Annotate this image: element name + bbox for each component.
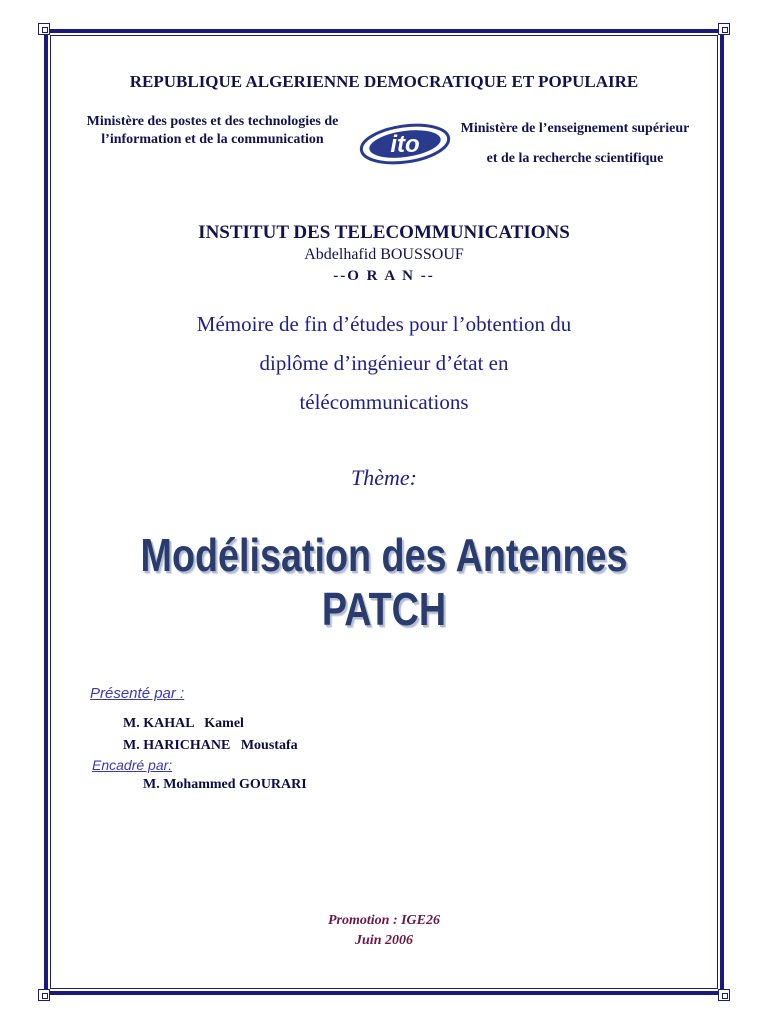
student-name-2: M. HARICHANE Moustafa — [123, 738, 298, 753]
thesis-title-line-2: PATCH — [321, 583, 447, 635]
institute-name: INSTITUT DES TELECOMMUNICATIONS — [198, 222, 570, 243]
supervisor-name: M. Mohammed GOURARI — [143, 777, 307, 792]
supervised-by-label: Encadré par: — [92, 757, 173, 773]
republic-heading: REPUBLIQUE ALGERIENNE DEMOCRATIQUE ET POPULAIRE — [129, 72, 639, 91]
memoire-line-3: télécommunications — [299, 390, 469, 414]
corner-ornament-bottom-right — [718, 989, 730, 1001]
promotion: Promotion : IGE26 — [327, 913, 440, 928]
ministry-left: Ministère des postes et des technologies de l’information et de la communication — [86, 114, 339, 147]
institute-founder: Abdelhafid BOUSSOUF — [304, 246, 464, 263]
memoire-line-2: diplôme d’ingénieur d’état en — [259, 351, 509, 375]
page-border-inner — [50, 35, 718, 989]
logo-text: ito — [390, 131, 420, 158]
theme-label: Thème: — [351, 465, 417, 490]
ministry-right: Ministère de l’enseignement supérieur et de la recherche scientifique — [460, 121, 690, 166]
student-name-1: M. KAHAL Kamel — [123, 716, 244, 731]
institute-city: --O R A N -- — [333, 268, 435, 284]
corner-ornament-top-left — [38, 23, 50, 35]
memoire-description — [60, 305, 708, 422]
thesis-title — [102, 528, 666, 636]
date: Juin 2006 — [355, 933, 413, 948]
ito-logo — [355, 114, 455, 174]
presented-by-label: Présenté par : — [90, 685, 185, 702]
corner-ornament-bottom-left — [38, 989, 50, 1001]
corner-ornament-top-right — [718, 23, 730, 35]
memoire-line-1: Mémoire de fin d’études pour l’obtention du — [196, 312, 572, 336]
thesis-title-line-1: Modélisation des Antennes — [140, 529, 628, 581]
